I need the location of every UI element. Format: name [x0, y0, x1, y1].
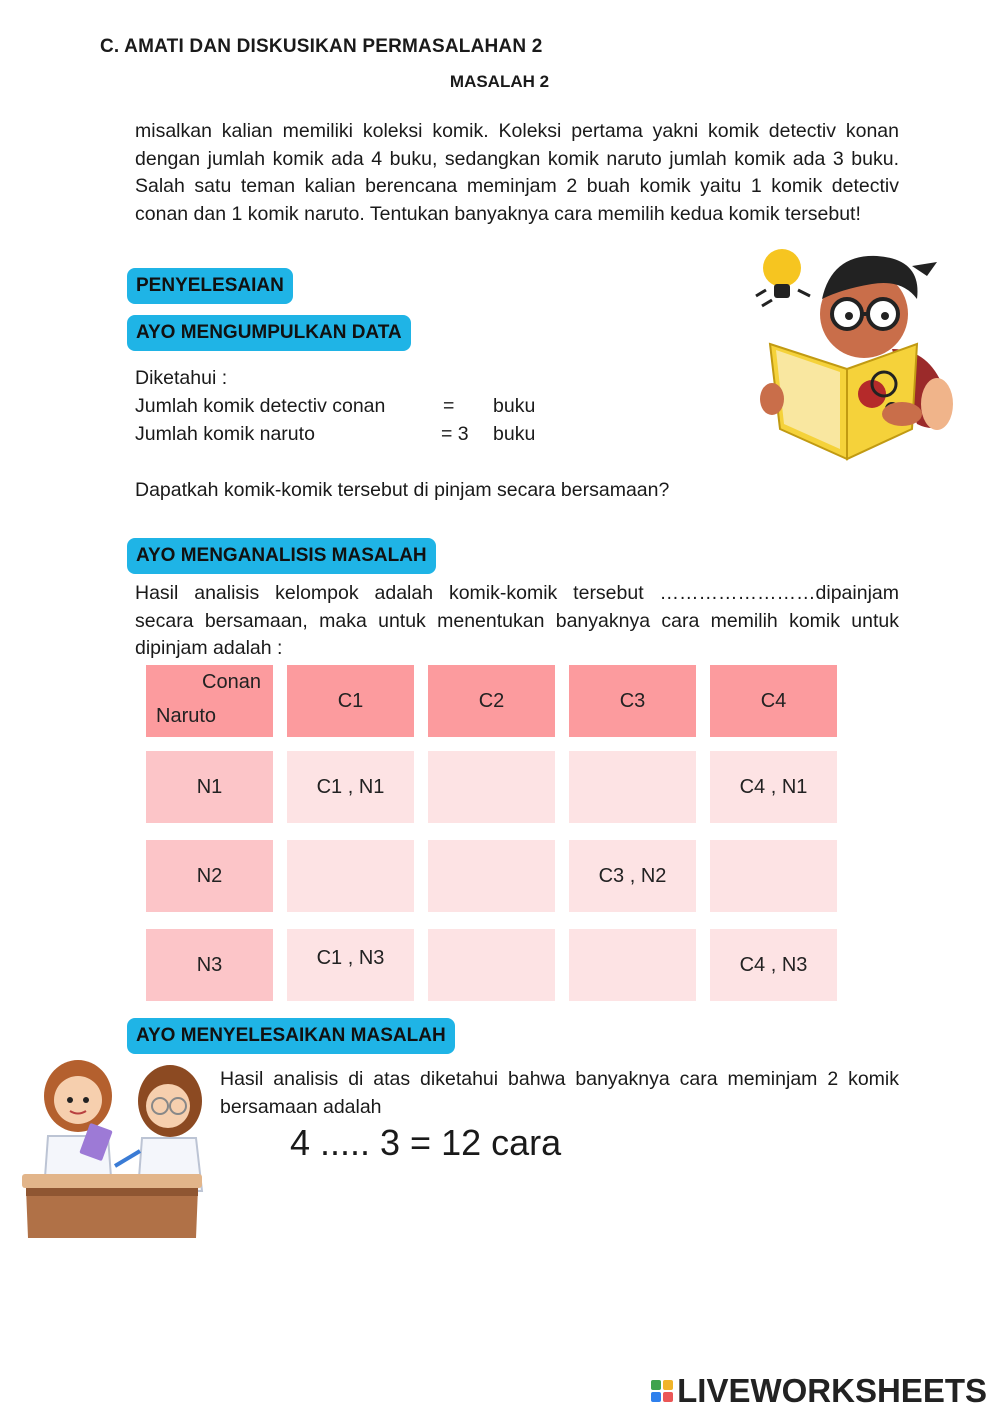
given-row-naruto [135, 420, 635, 448]
table-col-header: C1 [287, 665, 414, 737]
label-ayo-menyelesaikan-masalah: AYO MENYELESAIKAN MASALAH [127, 1018, 455, 1054]
given-row-conan-equals: = [443, 395, 455, 417]
table-corner-labels [156, 665, 261, 733]
question-text: Dapatkah komik-komik tersebut di pinjam secara bersamaan? [135, 479, 670, 501]
given-row-conan [135, 392, 635, 420]
diketahui-label: Diketahui : [135, 367, 228, 389]
label-ayo-mengumpulkan-data: AYO MENGUMPULKAN DATA [127, 315, 411, 351]
table-cell-answer[interactable] [569, 751, 696, 823]
analysis-text: Hasil analisis kelompok adalah komik-komik tersebut ……………………dipainjam secara bersamaan, maka untuk menentukan banyaknya cara memilih komik untuk dipinjam adalah : [135, 582, 899, 659]
given-row-naruto-equals: = 3 [441, 423, 469, 445]
table-row-header: N3 [146, 929, 273, 1001]
table-row-header: N1 [146, 751, 273, 823]
given-data [0, 364, 999, 484]
brand-logo-icon [651, 1380, 673, 1402]
table-cell-answer[interactable] [428, 840, 555, 912]
table-cell-answer[interactable] [428, 929, 555, 1001]
given-row-conan-unit: buku [493, 395, 536, 417]
brand-logo [651, 1372, 987, 1410]
table-cell-answer[interactable] [710, 840, 837, 912]
table-cell: C3 , N2 [569, 840, 696, 912]
table-corner-cell [146, 665, 273, 737]
problem-text: misalkan kalian memiliki koleksi komik. Koleksi pertama yakni komik detectiv konan dengan jumlah komik ada 4 buku, sedangkan komik naruto jumlah komik ada 3 buku. Salah satu teman kalian berencana meminjam 2 buah komik yaitu 1 komik detectiv conan dan 1 komik naruto. Tentukan banyaknya cara memilih kedua komik tersebut! [135, 120, 899, 225]
corner-naruto-label: Naruto [156, 705, 217, 727]
solution-text: Hasil analisis di atas diketahui bahwa banyaknya cara meminjam 2 komik bersamaan adalah [220, 1068, 899, 1118]
table-row-header: N2 [146, 840, 273, 912]
table-cell-answer[interactable] [428, 751, 555, 823]
brand-name: LIVEWORKSHEETS [677, 1372, 987, 1409]
students-desk-illustration [20, 1056, 220, 1241]
section-title: C. AMATI DAN DISKUSIKAN PERMASALAHAN 2 [100, 36, 543, 57]
given-row-naruto-unit: buku [493, 423, 536, 445]
table-cell-answer[interactable] [569, 929, 696, 1001]
table-cell: C4 , N3 [710, 929, 837, 1001]
corner-conan-label: Conan [202, 671, 261, 693]
table-cell-answer[interactable] [287, 840, 414, 912]
label-penyelesaian: PENYELESAIAN [127, 268, 293, 304]
solution-equation: 4 ..... 3 = 12 cara [290, 1122, 562, 1163]
table-cell: C1 , N3 [287, 929, 414, 1001]
label-ayo-menganalisis-masalah: AYO MENGANALISIS MASALAH [127, 538, 436, 574]
sub-title: MASALAH 2 [449, 72, 550, 91]
given-row-conan-label: Jumlah komik detectiv conan [135, 395, 386, 417]
table-cell: C4 , N1 [710, 751, 837, 823]
table-col-header: C3 [569, 665, 696, 737]
table-col-header: C2 [428, 665, 555, 737]
given-row-naruto-label: Jumlah komik naruto [135, 423, 315, 445]
table-cell: C1 , N1 [287, 751, 414, 823]
table-col-header: C4 [710, 665, 837, 737]
